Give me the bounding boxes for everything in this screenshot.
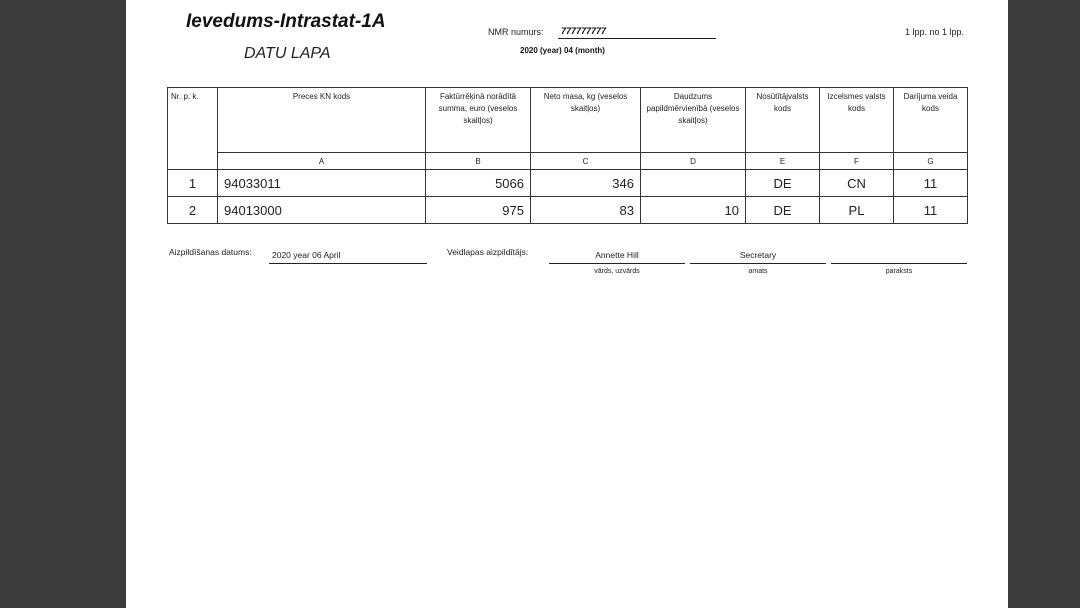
cell-net-mass: 346 [531,170,641,197]
name-caption: vārds, uzvārds [594,268,640,275]
cell-kn-code: 94013000 [218,197,426,224]
form-subtitle: DATU LAPA [244,45,331,62]
column-letter: F [820,153,894,170]
completion-date-value: 2020 year 06 April [269,245,427,264]
header-consignor-country: Nosūtītājvalsts kods [746,88,820,153]
cell-quantity: 10 [641,197,746,224]
table-header-row [168,88,968,153]
cell-invoice-sum: 975 [426,197,531,224]
form-title: Ievedums-Intrastat-1A [186,11,386,32]
cell-consignor-country: DE [746,197,820,224]
header-kn-code: Preces KN kods [218,88,426,153]
cell-transaction-type: 11 [894,170,968,197]
page-number: 1 lpp. no 1 lpp. [904,27,964,37]
column-letter-row [168,153,968,170]
header-net-mass: Neto masa, kg (veselos skaitļos) [531,88,641,153]
cell-net-mass: 83 [531,197,641,224]
nmr-value: 777777777 [558,22,716,39]
document-page [126,0,1008,608]
cell-transaction-type: 11 [894,197,968,224]
declaration-table [167,87,968,224]
cell-invoice-sum: 5066 [426,170,531,197]
header-origin-country: Izcelsmes valsts kods [820,88,894,153]
header-nr: Nr. p. k. [168,88,218,170]
cell-origin-country: PL [820,197,894,224]
header-invoice-sum: Faktūrrēķinā norādītā summa, euro (veselos skaitļos) [426,88,531,153]
cell-kn-code: 94033011 [218,170,426,197]
table-row [168,197,968,224]
signature-line [831,245,967,264]
table-row [168,170,968,197]
header-transaction-type: Darījuma veida kods [894,88,968,153]
signature-caption: paraksts [885,268,913,275]
column-letter: B [426,153,531,170]
cell-origin-country: CN [820,170,894,197]
cell-consignor-country: DE [746,170,820,197]
column-letter: E [746,153,820,170]
filler-position: Secretary [690,245,826,264]
column-letter: D [641,153,746,170]
reporting-period: 2020 (year) 04 (month) [520,46,605,55]
filler-label: Veidlapas aizpildītājs: [447,247,529,257]
column-letter: C [531,153,641,170]
completion-date-label: Aizpildīšanas datums: [169,247,252,257]
nmr-label: NMR numurs: [488,27,544,37]
header-quantity: Daudzums papildmērvienībā (veselos skaitļos) [641,88,746,153]
position-caption: amats [748,268,768,275]
cell-nr: 1 [168,170,218,197]
column-letter: G [894,153,968,170]
filler-name: Annette Hill [549,245,685,264]
cell-quantity [641,170,746,197]
cell-nr: 2 [168,197,218,224]
column-letter: A [218,153,426,170]
